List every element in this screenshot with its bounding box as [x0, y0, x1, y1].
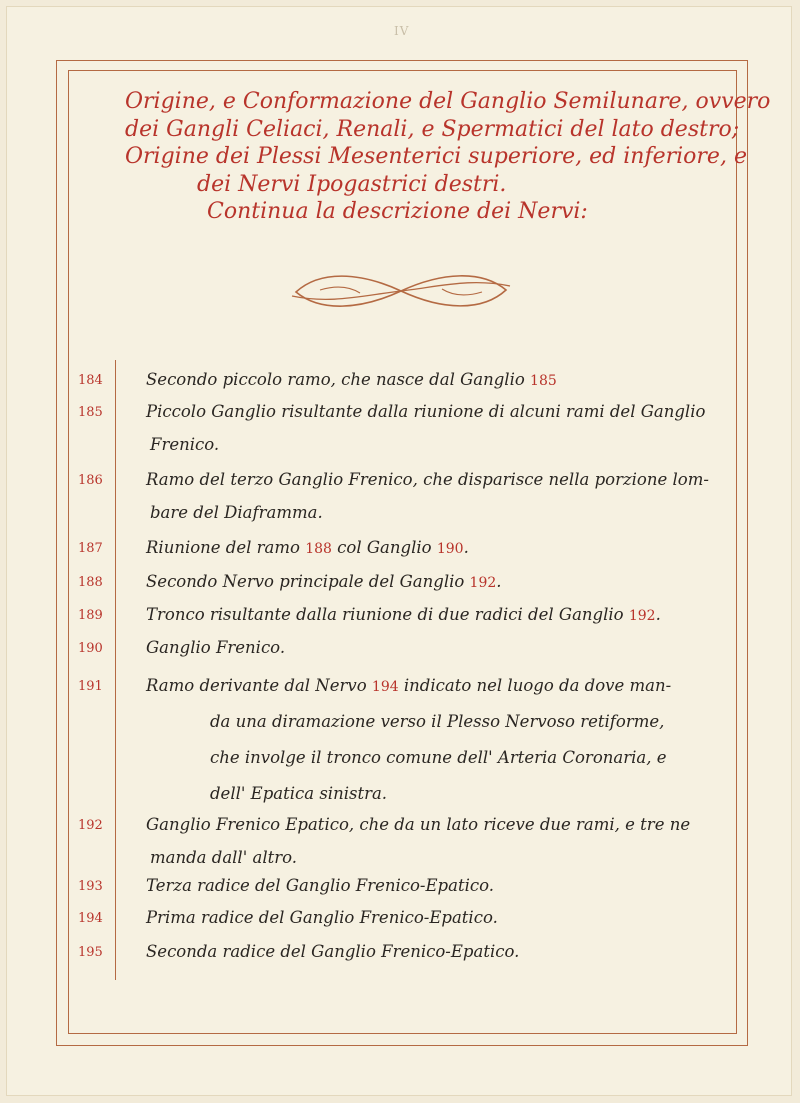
entry-line — [210, 748, 666, 767]
entry-line — [146, 676, 671, 695]
page-title — [125, 88, 771, 226]
entry-text: manda dall' altro. — [150, 848, 298, 867]
entry-text: bare del Diaframma. — [150, 503, 323, 522]
entry-number: 192 — [78, 818, 103, 833]
entry-number: 194 — [78, 911, 103, 926]
entry-number: 191 — [78, 679, 103, 694]
entry-text: Riunione del ramo — [146, 538, 306, 557]
folio-number: IV — [394, 24, 410, 38]
entry-text: Seconda radice del Ganglio Frenico-Epatico. — [146, 942, 520, 961]
entry-text: Ganglio Frenico Epatico, che da un lato riceve due rami, e tre ne — [146, 815, 691, 834]
entry-line — [150, 848, 297, 867]
entry-text: . — [496, 572, 502, 591]
entry-line — [146, 572, 502, 591]
entry-text: Ganglio Frenico. — [146, 638, 286, 657]
title-line: Origine dei Plessi Mesenterici superiore, ed inferiore, e — [125, 144, 747, 169]
cross-reference-number: 192 — [469, 575, 497, 591]
entry-number: 184 — [78, 373, 103, 388]
entry-text: Piccolo Ganglio risultante dalla riunione di alcuni rami del Ganglio — [146, 402, 706, 421]
entry-text: Prima radice del Ganglio Frenico-Epatico. — [146, 908, 498, 927]
entry-line — [146, 538, 469, 557]
cross-reference-number: 194 — [371, 679, 399, 695]
entry-number: 187 — [78, 541, 103, 556]
cross-reference-number: 188 — [305, 541, 332, 557]
entry-text: che involge il tronco comune dell' Arteria Coronaria, e — [210, 748, 667, 767]
entry-number: 195 — [78, 945, 103, 960]
entry-line — [146, 876, 494, 895]
entry-number: 189 — [78, 608, 103, 623]
entry-text: da una diramazione verso il Plesso Nervoso retiforme, — [210, 712, 665, 731]
entry-text: indicato nel luogo da dove man- — [398, 676, 672, 695]
title-line: Continua la descrizione dei Nervi: — [207, 199, 588, 224]
title-line: Origine, e Conformazione del Ganglio Semilunare, ovvero — [125, 89, 771, 114]
entry-line — [146, 908, 498, 927]
margin-rule — [115, 360, 116, 980]
entry-text: . — [463, 538, 469, 557]
entry-text: Tronco risultante dalla riunione di due radici del Ganglio — [146, 605, 629, 624]
entry-text: dell' Epatica sinistra. — [210, 784, 388, 803]
entry-number: 188 — [78, 575, 103, 590]
cross-reference-number: 192 — [628, 608, 656, 624]
entry-line — [146, 605, 661, 624]
entry-number: 185 — [78, 405, 103, 420]
entry-text: Ramo derivante dal Nervo — [146, 676, 372, 695]
entry-line — [146, 815, 690, 834]
entry-text: Secondo piccolo ramo, che nasce dal Ganglio — [146, 370, 531, 389]
entry-line — [150, 503, 323, 522]
entry-text: . — [655, 605, 661, 624]
entry-line — [146, 942, 519, 961]
flourish-ornament — [290, 266, 512, 316]
entry-number: 186 — [78, 473, 103, 488]
entry-line — [150, 435, 219, 454]
entry-number: 190 — [78, 641, 103, 656]
entry-line — [146, 638, 285, 657]
entry-line — [146, 370, 557, 389]
entry-text: Terza radice del Ganglio Frenico-Epatico. — [146, 876, 494, 895]
title-line: dei Nervi Ipogastrici destri. — [197, 171, 507, 197]
cross-reference-number: 185 — [530, 373, 557, 389]
entry-line — [210, 784, 387, 803]
entry-text: Secondo Nervo principale del Ganglio — [146, 572, 470, 591]
title-line: dei Gangli Celiaci, Renali, e Spermatici del lato destro; — [125, 116, 740, 142]
entry-number: 193 — [78, 879, 103, 894]
cross-reference-number: 190 — [436, 541, 464, 557]
entry-line — [210, 712, 664, 731]
entry-line — [146, 402, 705, 421]
entry-line — [146, 470, 709, 489]
entry-text: col Ganglio — [331, 538, 437, 557]
entry-text: Ramo del terzo Ganglio Frenico, che disparisce nella porzione lom- — [146, 470, 709, 489]
entry-text: Frenico. — [150, 435, 220, 454]
